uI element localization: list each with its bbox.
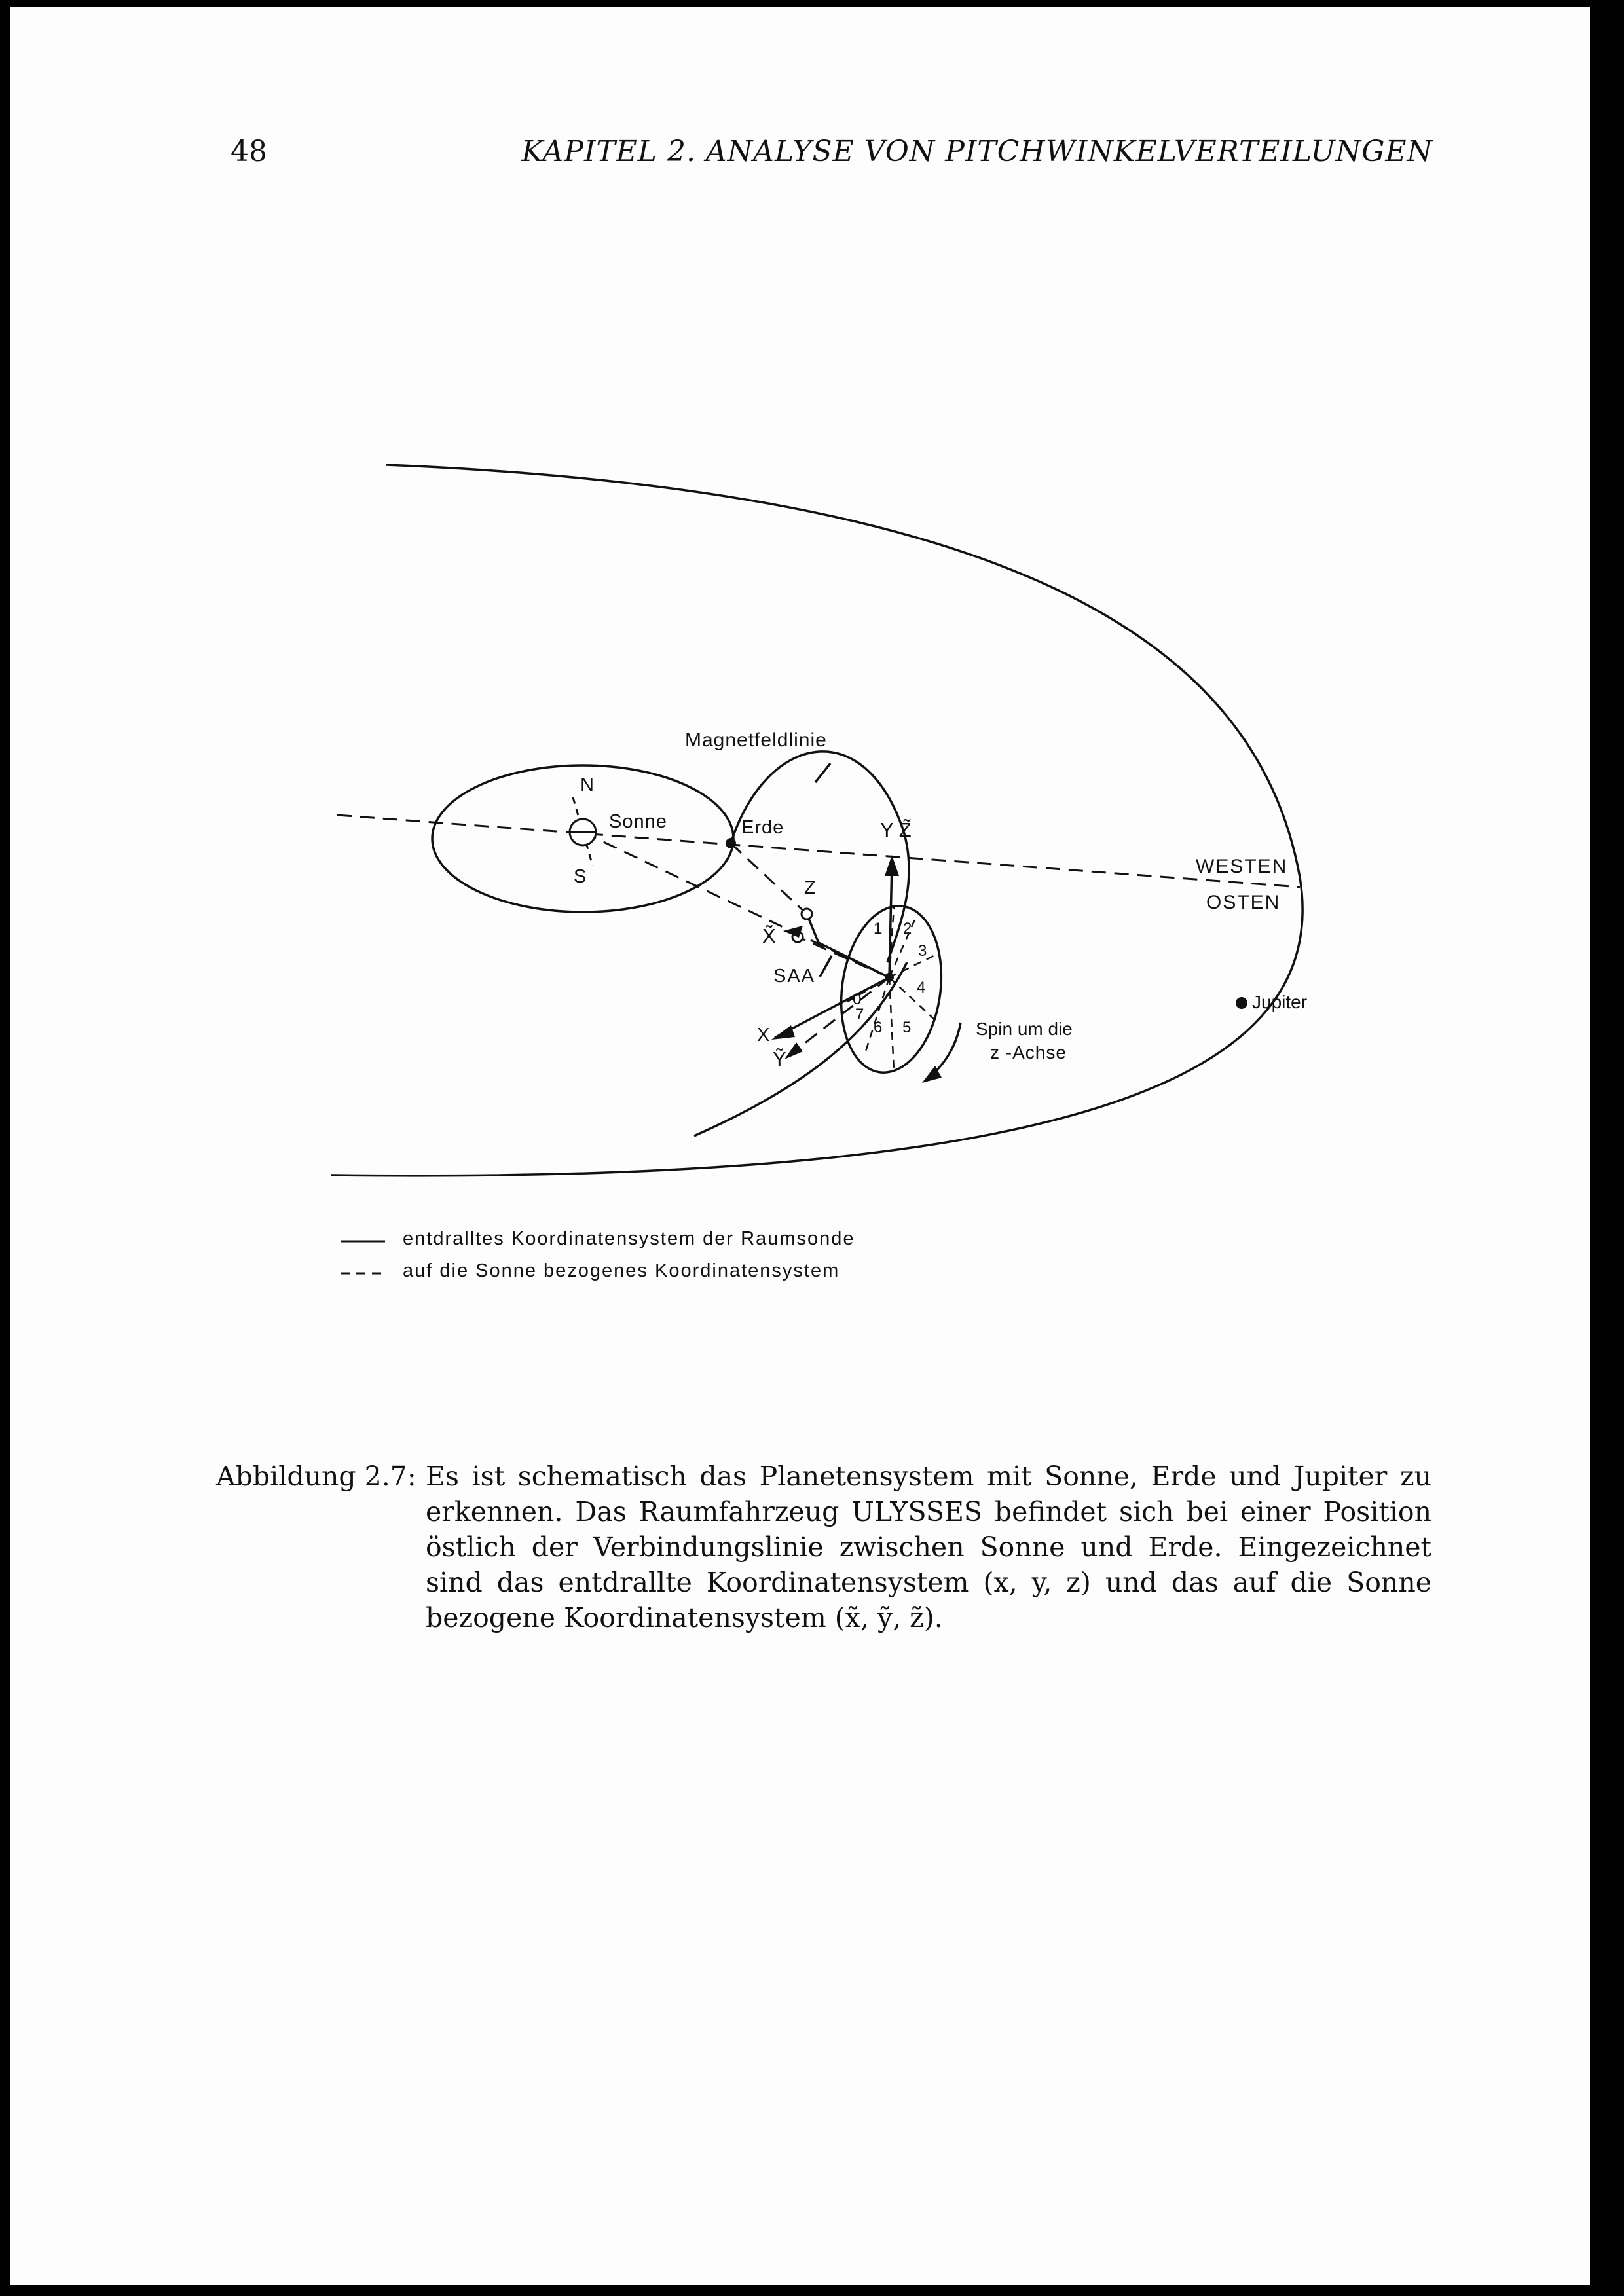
running-title: KAPITEL 2. ANALYSE VON PITCHWINKELVERTEILUNGEN: [521, 135, 1433, 168]
sector-number: 1: [874, 920, 883, 938]
label-south: S: [574, 866, 587, 887]
sector-number: 6: [874, 1019, 883, 1036]
label-north: N: [580, 774, 594, 795]
sector-number: 0: [853, 991, 862, 1008]
sector-number: 3: [918, 942, 927, 960]
sector-number: 2: [903, 920, 912, 938]
label-xt: X̃: [762, 924, 776, 947]
label-osten: OSTEN: [1206, 892, 1281, 913]
label-spin-line2: z -Achse: [990, 1042, 1067, 1063]
sector-number: 7: [855, 1006, 864, 1023]
sector-number: 5: [902, 1019, 912, 1036]
label-magnetfeldlinie: Magnetfeldlinie: [685, 729, 827, 751]
label-yt: Ỹ: [773, 1048, 786, 1070]
label-sun: Sonne: [609, 811, 667, 832]
label-westen: WESTEN: [1196, 856, 1288, 877]
page-number: 48: [231, 135, 267, 168]
label-x: X: [757, 1025, 770, 1046]
sector-number: 4: [917, 979, 926, 996]
label-saa: SAA: [773, 966, 816, 987]
label-spin-line1: Spin um die: [976, 1019, 1073, 1039]
caption-label: Abbildung 2.7:: [216, 1461, 416, 1492]
label-jupiter: Jupiter: [1252, 992, 1308, 1012]
legend-solid-text: entdralltes Koordinatensystem der Raumsonde: [403, 1228, 855, 1249]
label-z: Z: [804, 877, 816, 898]
legend-dashed-text: auf die Sonne bezogenes Koordinatensystem: [403, 1260, 840, 1281]
label-y-zt: Y Z̃: [880, 818, 912, 841]
caption-text: Es ist schematisch das Planetensystem mit Sonne, Erde und Jupiter zu erkennen. Das Raumfahrzeug ULYSSES befindet sich bei einer Position östlich der Verbindungslinie zwischen Sonne und Erde. Eingezeichnet sind das entdrallte Koordinatensystem (x, y, z) und das auf die Sonne bezogene Koordinatensystem (x̃, ỹ, z̃).: [426, 1461, 1431, 1633]
label-earth: Erde: [741, 817, 784, 838]
